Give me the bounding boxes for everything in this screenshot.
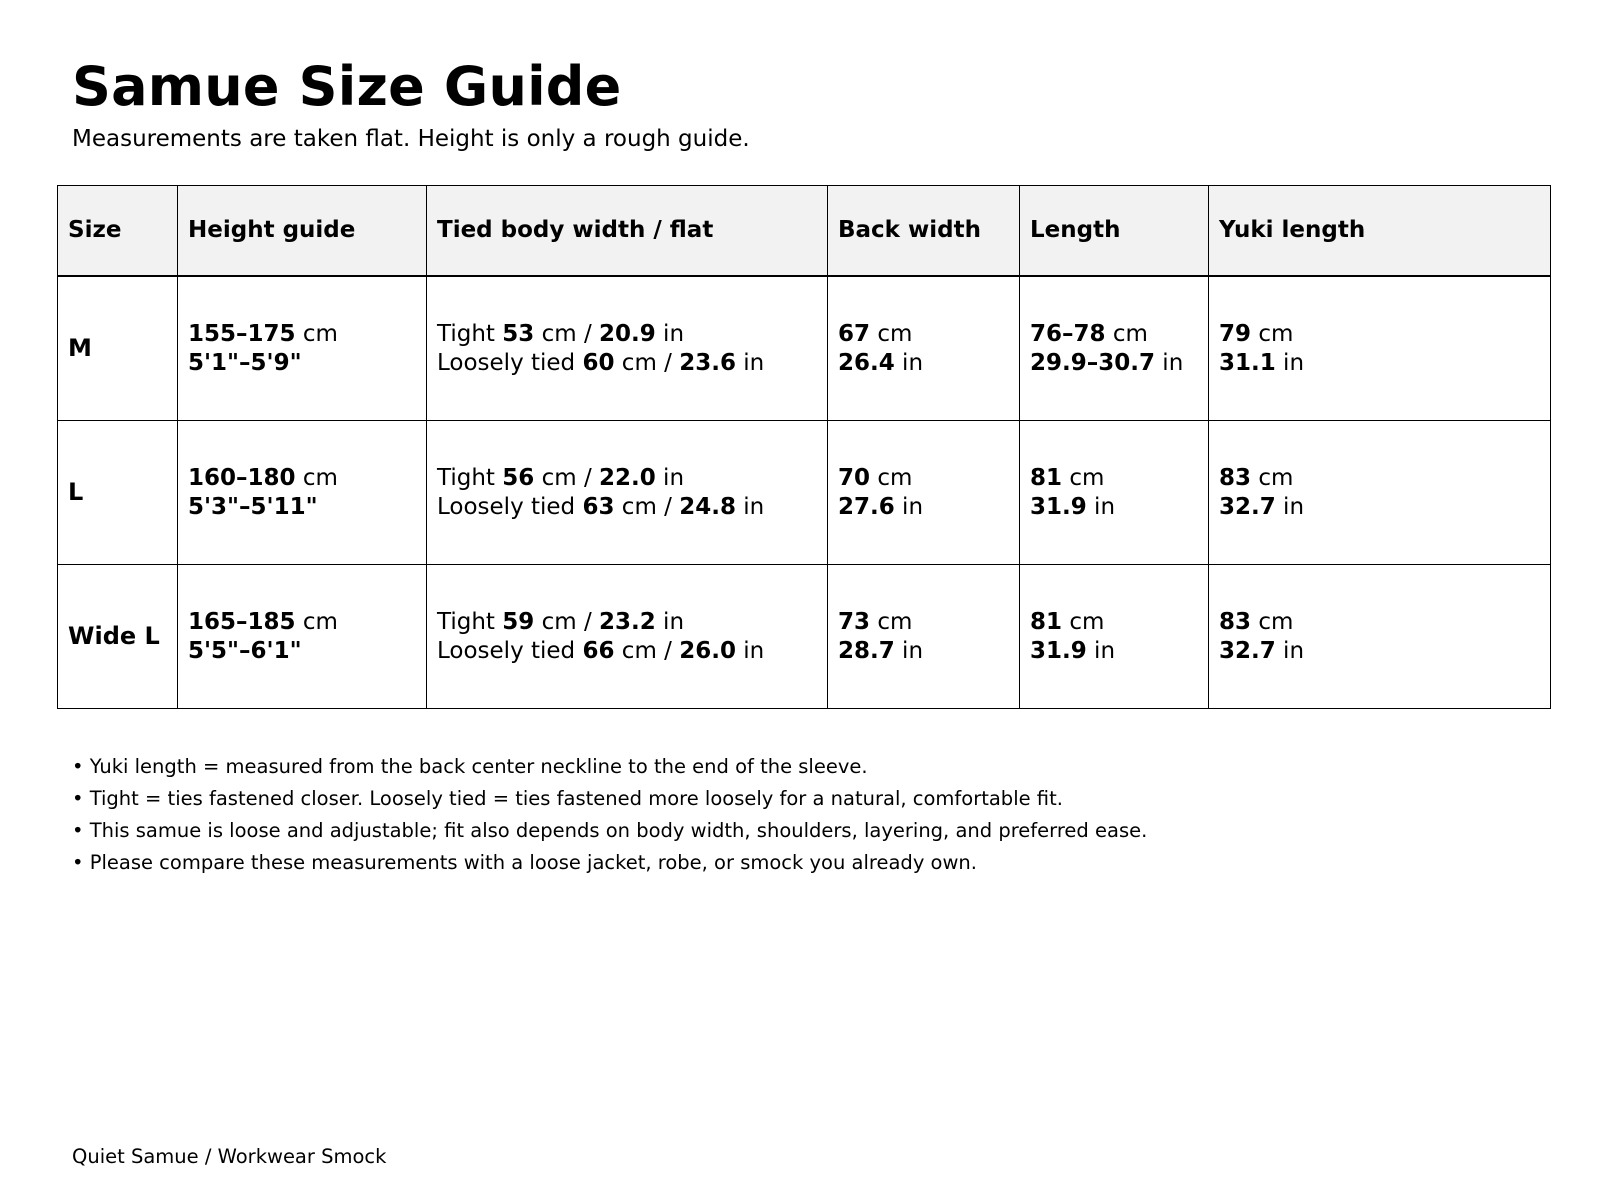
height-cell xyxy=(178,565,427,709)
length-cm-line: 76–78 cm xyxy=(1030,320,1148,347)
height-cm-line: 155–175 cm xyxy=(188,320,338,347)
height-imperial-line: 5'3"–5'11" xyxy=(188,493,318,520)
yuki-cm-line: 83 cm xyxy=(1219,608,1294,635)
page-title: Samue Size Guide xyxy=(72,55,622,118)
length-in-line: 29.9–30.7 in xyxy=(1030,349,1184,376)
note-item: • This samue is loose and adjustable; fit also depends on body width, shoulders, layering, and preferred ease. xyxy=(72,819,1148,842)
header-height-guide: Height guide xyxy=(178,186,427,277)
footer-text: Quiet Samue / Workwear Smock xyxy=(72,1145,387,1168)
yuki-length-cell xyxy=(1209,276,1551,421)
back-width-cell xyxy=(828,421,1020,565)
length-in-line: 31.9 in xyxy=(1030,637,1116,664)
size-cell: L xyxy=(58,421,178,565)
size-cell: M xyxy=(58,276,178,421)
body-width-loose-line: Loosely tied 60 cm / 23.6 in xyxy=(437,349,765,376)
header-yuki-length: Yuki length xyxy=(1209,186,1551,277)
length-cell xyxy=(1020,276,1209,421)
page-subtitle: Measurements are taken flat. Height is only a rough guide. xyxy=(72,126,750,152)
yuki-cm-line: 83 cm xyxy=(1219,464,1294,491)
yuki-length-cell xyxy=(1209,421,1551,565)
body-width-tight-line: Tight 53 cm / 20.9 in xyxy=(437,320,685,347)
body-width-cell xyxy=(427,276,828,421)
back-width-cell xyxy=(828,276,1020,421)
length-cm-line: 81 cm xyxy=(1030,608,1105,635)
table-row xyxy=(58,276,1551,421)
header-back-width: Back width xyxy=(828,186,1020,277)
body-width-tight-line: Tight 59 cm / 23.2 in xyxy=(437,608,685,635)
yuki-in-line: 32.7 in xyxy=(1219,637,1305,664)
height-cell xyxy=(178,276,427,421)
header-size: Size xyxy=(58,186,178,277)
yuki-length-cell xyxy=(1209,565,1551,709)
size-cell: Wide L xyxy=(58,565,178,709)
body-width-tight-line: Tight 56 cm / 22.0 in xyxy=(437,464,685,491)
length-cell xyxy=(1020,565,1209,709)
body-width-loose-line: Loosely tied 66 cm / 26.0 in xyxy=(437,637,765,664)
note-item: • Yuki length = measured from the back center neckline to the end of the sleeve. xyxy=(72,755,868,778)
height-imperial-line: 5'1"–5'9" xyxy=(188,349,302,376)
body-width-cell xyxy=(427,421,828,565)
height-cm-line: 165–185 cm xyxy=(188,608,338,635)
back-width-in-line: 27.6 in xyxy=(838,493,924,520)
height-imperial-line: 5'5"–6'1" xyxy=(188,637,302,664)
table-header-row xyxy=(58,186,1551,277)
length-cm-line: 81 cm xyxy=(1030,464,1105,491)
note-item: • Please compare these measurements with a loose jacket, robe, or smock you already own. xyxy=(72,851,977,874)
yuki-in-line: 32.7 in xyxy=(1219,493,1305,520)
height-cm-line: 160–180 cm xyxy=(188,464,338,491)
body-width-loose-line: Loosely tied 63 cm / 24.8 in xyxy=(437,493,765,520)
back-width-cm-line: 70 cm xyxy=(838,464,913,491)
yuki-cm-line: 79 cm xyxy=(1219,320,1294,347)
back-width-cm-line: 67 cm xyxy=(838,320,913,347)
length-in-line: 31.9 in xyxy=(1030,493,1116,520)
table-row xyxy=(58,421,1551,565)
table-row xyxy=(58,565,1551,709)
header-length: Length xyxy=(1020,186,1209,277)
notes-list xyxy=(72,751,1147,879)
back-width-cell xyxy=(828,565,1020,709)
height-cell xyxy=(178,421,427,565)
yuki-in-line: 31.1 in xyxy=(1219,349,1305,376)
note-item: • Tight = ties fastened closer. Loosely tied = ties fastened more loosely for a natural, comfortable fit. xyxy=(72,787,1063,810)
size-table xyxy=(57,185,1551,709)
body-width-cell xyxy=(427,565,828,709)
back-width-in-line: 28.7 in xyxy=(838,637,924,664)
header-tied-body-width: Tied body width / flat xyxy=(427,186,828,277)
length-cell xyxy=(1020,421,1209,565)
back-width-in-line: 26.4 in xyxy=(838,349,924,376)
back-width-cm-line: 73 cm xyxy=(838,608,913,635)
